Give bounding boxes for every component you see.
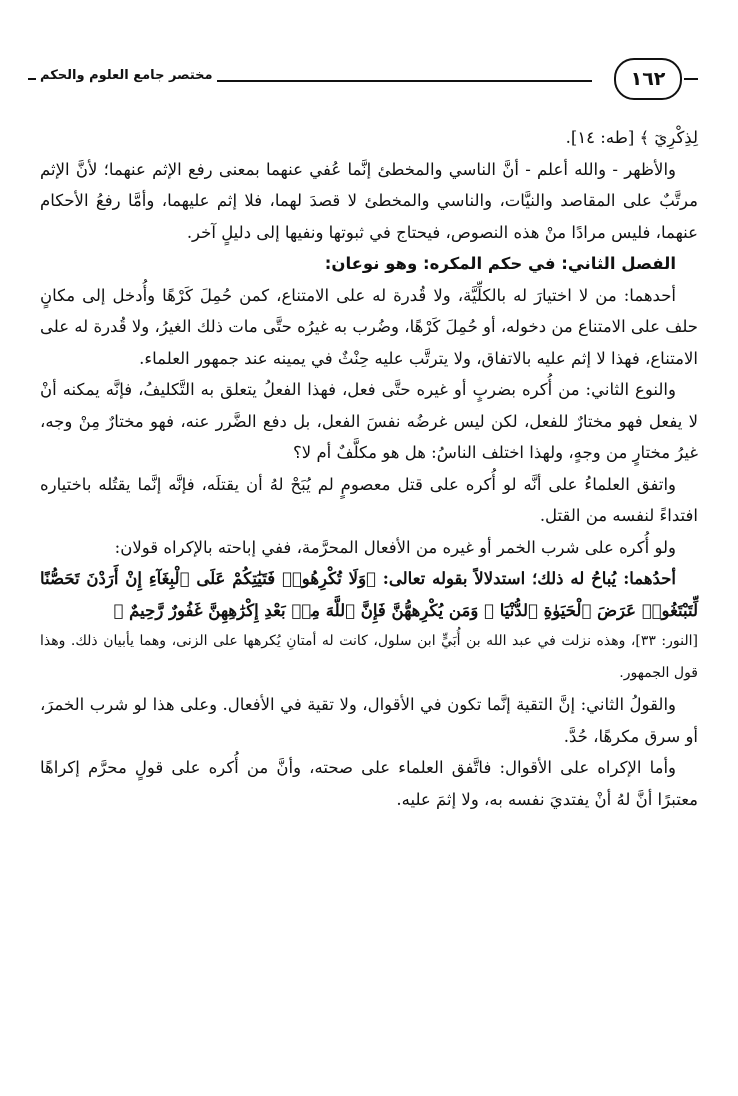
paragraph-type-one: أحدهما: من لا اختيارَ له بالكلِّيَّة، ولا قُدرة له على الامتناع، كمن حُمِلَ كَرْهًا وأُدخل إلى مكانٍ حلف على الامتناع من دخوله، أو حُمِلَ كَرْهًا، وضُرب به غيرُه حتَّى مات ذلك الغيرُ، ولا قُدرة له على الامتناع، فهذا لا إثم عليه بالاتفاق، ولا يترتَّب عليه حِنْثٌ في يمينه عند جمهور العلماء. [40,285,698,368]
paragraph-killing-consensus: واتفق العلماءُ على أنَّه لو أُكره على قتل معصومٍ لم يُبَحْ لهُ أن يقتلَه، فإنَّه إنَّما يقتُله باختياره افتداءً لنفسه من القتل. [40,474,698,525]
paragraph-first-opinion-verse: أحدُهما: يُباحُ له ذلك؛ استدلالاً بقوله تعالى: ﴿وَلَا تُكْرِهُوا۟ فَتَيَٰتِكُمْ عَلَى ٱلْبِغَآءِ إِنْ أَرَدْنَ تَحَصُّنًا لِّتَبْتَغُوا۟ عَرَضَ ٱلْحَيَوٰةِ ٱلدُّنْيَا ۚ وَمَن يُكْرِههُّنَّ فَإِنَّ ٱللَّهَ مِنۢ بَعْدِ إِكْرَٰهِهِنَّ غَفُورٌ رَّحِيمٌ ﴾ [40,569,698,620]
book-title: مختصر جامع العلوم والحكم [36,68,217,83]
header-dash-right [684,78,698,80]
section-heading-coerced: الفصل الثاني: في حكم المكره: وهو نوعان: [324,254,676,273]
page-number: ١٦٢ [614,58,682,100]
paragraph-type-two: والنوع الثاني: من أُكره بضربٍ أو غيره حتَّى فعل، فهذا الفعلُ يتعلق به التَّكليفُ، فإنَّه يمكنه أنْ لا يفعل فهو مختارٌ للفعل، لكن ليس غرضُه نفسَ الفعل، بل دفع الضَّرر عنه، فهو مختارٌ مِنْ وجه، غيرُ مختارٍ من وجهٍ، ولهذا اختلف الناسُ: هل هو مكلَّفٌ أم لا؟ [40,380,698,462]
verse-end-line: لِذِكْرِيٓ ﴾ [طه: ١٤]. [565,128,698,147]
page-header [36,56,692,102]
paragraph-coercion-speech: وأما الإكراه على الأقوال: فاتَّفق العلماء على صحته، وأنَّ من أُكره على قولٍ محرَّم إكراهًا معتبرًا أنَّ لهُ أنْ يفتديَ نفسه به، ولا إثمَ عليه. [40,758,698,809]
paragraph-verse-reference: [النور: ٣٣]، وهذه نزلت في عبد الله بن أُبَيٍّ ابن سلول، كانت له أمتانِ يُكرهها على الزنى، وهما يأبيان ذلك. وهذا قول الجمهور. [40,633,698,681]
paragraph-forbidden-acts: ولو أُكره على شرب الخمر أو غيره من الأفعال المحرَّمة، ففي إباحته بالإكراه قولان: [114,537,676,557]
page-body [40,122,698,815]
paragraph-second-opinion: والقولُ الثاني: إنَّ التقية إنَّما تكون في الأقوال، ولا تقية في الأفعال. وعلى هذا لو شرب الخمرَ، أو سرق مكرهًا، حُدَّ. [40,695,698,746]
paragraph-forgetful-mistaken: والأظهر - والله أعلم - أنَّ الناسي والمخطئ إنَّما عُفي عنهما بمعنى رفع الإثم عنهما؛ لأنَّ الإثم مرتَّبٌ على المقاصد والنيَّات، والناسي والمخطئ لا قصدَ لهما، فلا إثم عليهما، وأمَّا رفعُ الأحكام عنهما، فليس مرادًا منْ هذه النصوص، فيحتاج في ثبوتها ونفيها إلى دليلٍ آخر. [40,159,698,242]
